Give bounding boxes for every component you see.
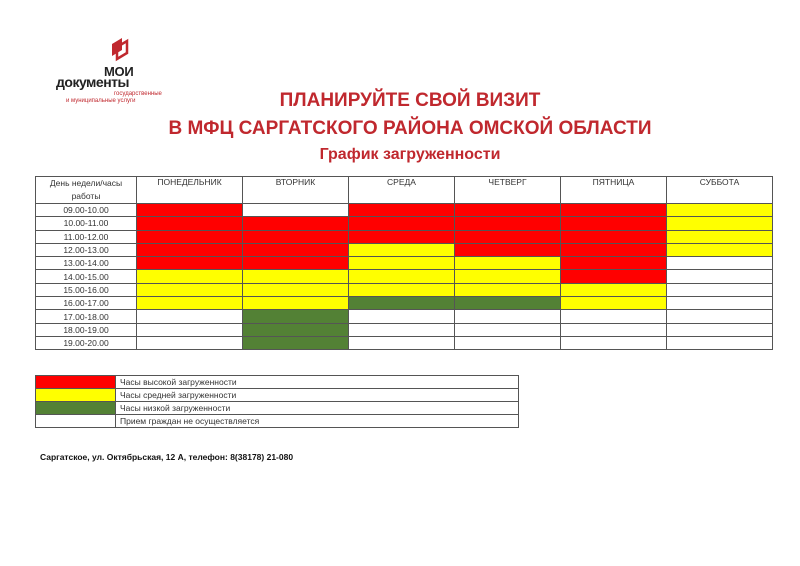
legend-label: Часы низкой загруженности [116,402,519,415]
schedule-row [36,230,773,243]
day-header-tuesday: ВТОРНИК [243,177,349,204]
corner-header [36,177,137,204]
load-cell-none [561,323,667,336]
load-cell-high [455,243,561,256]
load-cell-low [243,336,349,349]
load-cell-high [455,204,561,217]
time-slot-label: 15.00-16.00 [36,283,137,296]
load-cell-none [667,283,773,296]
legend-row [36,415,519,428]
load-cell-none [349,336,455,349]
schedule-row [36,217,773,230]
load-cell-high [243,217,349,230]
load-cell-none [137,336,243,349]
load-cell-high [243,257,349,270]
logo-sub-line1: государственные [114,91,162,97]
load-cell-low [455,297,561,310]
schedule-row [36,204,773,217]
page-subtitle: График загруженности [319,146,501,163]
load-cell-medium [243,283,349,296]
load-cell-none [561,310,667,323]
day-header-thursday: ЧЕТВЕРГ [455,177,561,204]
logo-brand-line1: МОИ [104,64,134,79]
schedule-row [36,310,773,323]
load-cell-none [137,310,243,323]
load-cell-high [137,230,243,243]
legend-label: Часы высокой загруженности [116,376,519,389]
load-cell-high [561,217,667,230]
load-cell-medium [349,270,455,283]
legend-swatch-none [36,415,116,428]
load-cell-none [349,323,455,336]
load-cell-high [455,230,561,243]
load-cell-medium [349,257,455,270]
time-slot-label: 14.00-15.00 [36,270,137,283]
load-cell-none [667,270,773,283]
legend-swatch-medium [36,389,116,402]
schedule-row [36,257,773,270]
load-cell-none [455,336,561,349]
schedule-row [36,283,773,296]
load-cell-none [667,310,773,323]
load-cell-high [349,217,455,230]
load-cell-medium [349,283,455,296]
schedule-row [36,270,773,283]
load-cell-high [455,217,561,230]
load-cell-high [561,204,667,217]
load-cell-medium [667,204,773,217]
load-cell-medium [137,297,243,310]
day-header-wednesday: СРЕДА [349,177,455,204]
time-slot-label: 19.00-20.00 [36,336,137,349]
day-header-monday: ПОНЕДЕЛЬНИК [137,177,243,204]
time-slot-label: 16.00-17.00 [36,297,137,310]
legend-row [36,389,519,402]
load-cell-none [349,310,455,323]
load-cell-none [137,323,243,336]
load-cell-low [243,310,349,323]
time-slot-label: 10.00-11.00 [36,217,137,230]
load-cell-none [667,257,773,270]
logo-brand-line2: документы [56,74,129,90]
load-cell-medium [455,257,561,270]
load-cell-none [243,204,349,217]
load-cell-medium [243,270,349,283]
logo-sub-line2: и муниципальные услуги [66,98,136,104]
legend-label: Часы средней загруженности [116,389,519,402]
load-cell-high [243,243,349,256]
load-cell-high [137,204,243,217]
load-cell-medium [243,297,349,310]
legend-label: Прием граждан не осуществляется [116,415,519,428]
load-cell-low [349,297,455,310]
load-cell-medium [667,230,773,243]
schedule-row [36,336,773,349]
schedule-row [36,243,773,256]
load-cell-none [455,323,561,336]
legend-swatch-high [36,376,116,389]
load-cell-none [667,297,773,310]
time-slot-label: 13.00-14.00 [36,257,137,270]
load-cell-medium [667,217,773,230]
load-cell-none [455,310,561,323]
load-cell-medium [561,283,667,296]
load-cell-high [243,230,349,243]
time-slot-label: 09.00-10.00 [36,204,137,217]
corner-label-line1: День недели/часы [49,178,123,188]
load-schedule-table [35,176,773,350]
load-cell-high [137,257,243,270]
day-header-saturday: СУББОТА [667,177,773,204]
load-cell-high [349,230,455,243]
time-slot-label: 11.00-12.00 [36,230,137,243]
legend-row [36,402,519,415]
load-cell-none [561,336,667,349]
load-cell-high [561,243,667,256]
load-cell-high [137,217,243,230]
schedule-row [36,323,773,336]
legend-swatch-low [36,402,116,415]
load-cell-medium [137,283,243,296]
load-cell-medium [455,283,561,296]
legend-table [35,375,519,428]
load-cell-high [349,204,455,217]
load-cell-high [137,243,243,256]
load-cell-medium [561,297,667,310]
logo-emblem-icon [108,36,130,62]
schedule-header-row [36,177,773,204]
load-cell-high [561,270,667,283]
time-slot-label: 12.00-13.00 [36,243,137,256]
page-title-line2: В МФЦ САРГАТСКОГО РАЙОНА ОМСКОЙ ОБЛАСТИ [168,118,652,139]
load-cell-medium [667,243,773,256]
load-cell-low [243,323,349,336]
load-cell-high [561,257,667,270]
page-title-line1: ПЛАНИРУЙТЕ СВОЙ ВИЗИТ [279,90,541,111]
load-cell-medium [349,243,455,256]
corner-label-line2: работы [71,191,101,201]
load-cell-high [561,230,667,243]
load-cell-medium [455,270,561,283]
footer-address: Саргатское, ул. Октябрьская, 12 А, телефон: 8(38178) 21-080 [40,452,294,462]
schedule-row [36,297,773,310]
legend-row [36,376,519,389]
day-header-friday: ПЯТНИЦА [561,177,667,204]
load-cell-none [667,336,773,349]
load-cell-medium [137,270,243,283]
schedule-body [36,204,773,350]
time-slot-label: 18.00-19.00 [36,323,137,336]
load-cell-none [667,323,773,336]
time-slot-label: 17.00-18.00 [36,310,137,323]
